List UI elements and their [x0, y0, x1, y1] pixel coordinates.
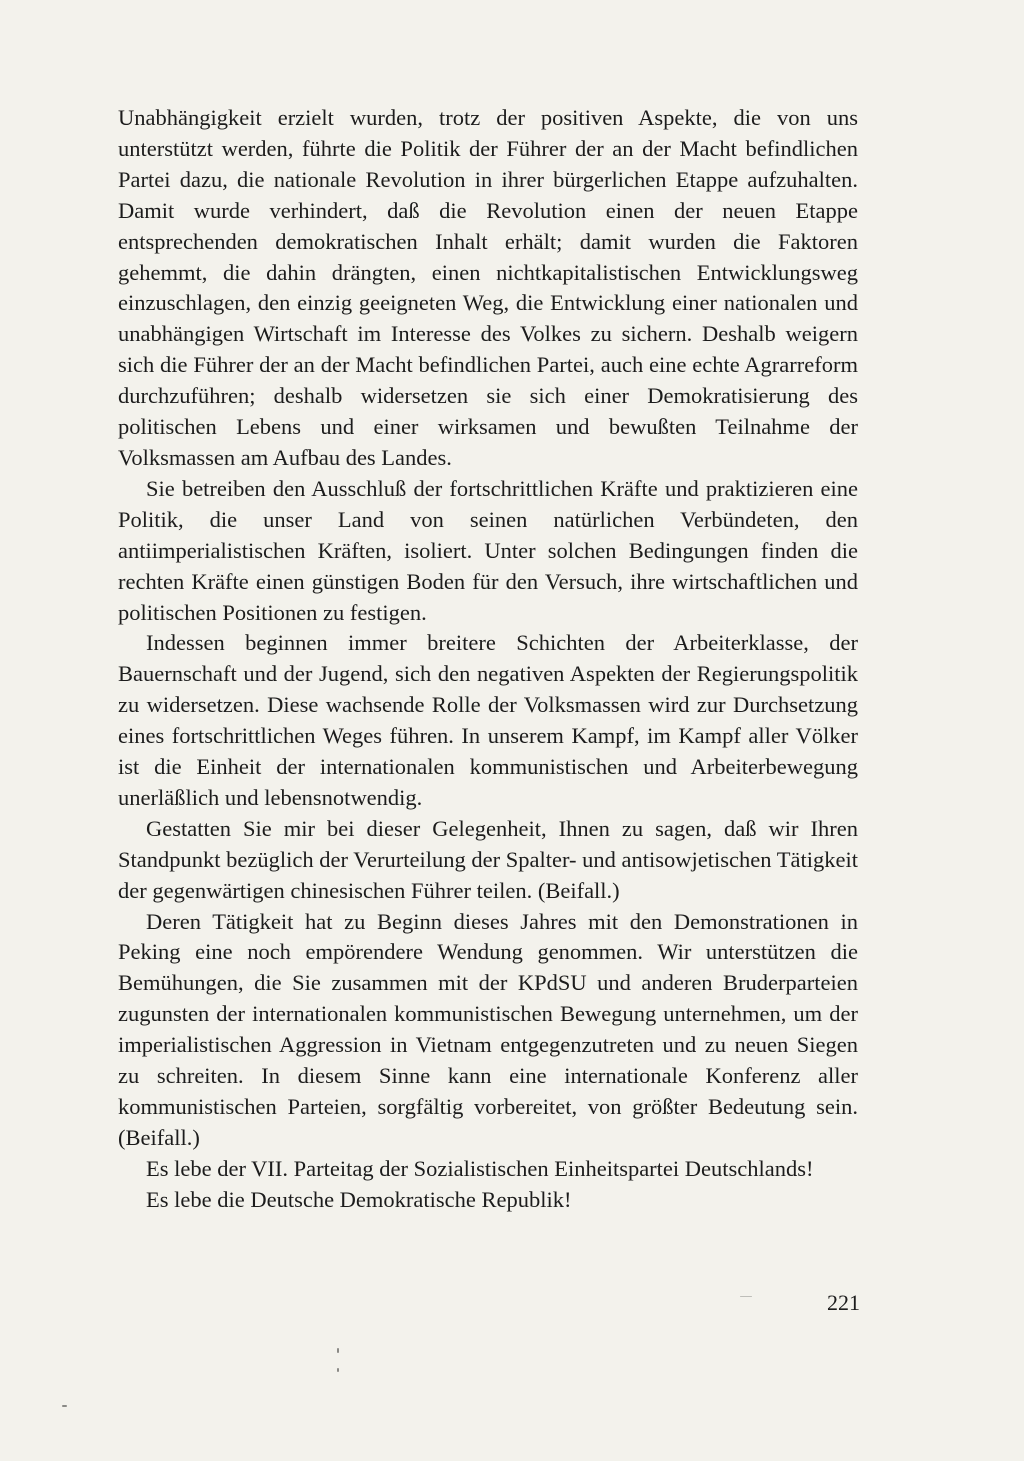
scan-speck — [337, 1348, 339, 1353]
paragraph-2: Sie betreiben den Ausschluß der fortschrittlichen Kräfte und praktizieren eine Politik, die unser Land von seinen natürlichen Verbündeten, den antiimperialistischen Kräften, isoliert. Unter solchen Bedingungen finden die rechten Kräfte einen günstigen Boden für den Versuch, ihre wirtschaftlichen und politischen Positionen zu festigen. — [118, 475, 858, 625]
paragraph-1: Unabhängigkeit erzielt wurden, trotz der positiven Aspekte, die von uns unterstützt werden, führte die Politik der Führer der an der Macht befindlichen Partei dazu, die nationale Revolution in ihrer bürgerlichen Etappe aufzuhalten. Damit wurde verhindert, daß die Revolution einen der neuen Etappe entsprechenden demokratischen Inhalt erhält; damit wurden die Faktoren gehemmt, die dahin drängten, einen nichtkapitalistischen Entwicklungsweg einzuschlagen, den einzig geeigneten Weg, die Entwicklung einer nationalen und unabhängigen Wirtschaft im Interesse des Volkes zu sichern. Deshalb weigern sich die Führer der an der Macht befindlichen Partei, auch eine echte Agrarreform durchzuführen; deshalb widersetzen sie sich einer Demokratisierung des politischen Lebens und einer wirksamen und bewußten Teilnahme der Volksmassen am Aufbau des Landes. — [118, 105, 858, 470]
paragraph-7: Es lebe die Deutsche Demokratische Republik! — [146, 1186, 572, 1212]
scan-speck — [337, 1368, 339, 1372]
body-text — [118, 103, 858, 1216]
paragraph-3: Indessen beginnen immer breitere Schichten der Arbeiterklasse, der Bauernschaft und der Jugend, sich den negativen Aspekten der Regierungspolitik zu widersetzen. Diese wachsende Rolle der Volksmassen wird zur Durchsetzung eines fortschrittlichen Weges führen. In unserem Kampf, im Kampf aller Völker ist die Einheit der internationalen kommunistischen und Arbeiterbewegung unerläßlich und lebensnotwendig. — [118, 630, 858, 810]
paragraph-4: Gestatten Sie mir bei dieser Gelegenheit, Ihnen zu sagen, daß wir Ihren Standpunkt bezüglich der Verurteilung der Spalter- und antisowjetischen Tätigkeit der gegenwärtigen chinesischen Führer teilen. (Beifall.) — [118, 815, 858, 903]
paragraph-5: Deren Tätigkeit hat zu Beginn dieses Jahres mit den Demonstrationen in Peking eine noch empörendere Wendung genommen. Wir unterstützen die Bemühungen, die Sie zusammen mit der KPdSU und anderen Bruderparteien zugunsten der internationalen kommunistischen Bewegung unternehmen, um der imperialistischen Aggression in Vietnam entgegenzutreten und zu neuen Siegen zu schreiten. In diesem Sinne kann eine internationale Konferenz aller kommunistischen Parteien, sorgfältig vorbereitet, von größter Bedeutung sein. (Beifall.) — [118, 908, 858, 1150]
scan-speck — [740, 1296, 752, 1297]
scan-speck — [62, 1405, 67, 1407]
paragraph-6: Es lebe der VII. Parteitag der Sozialistischen Einheitspartei Deutschlands! — [146, 1155, 814, 1181]
page-number: 221 — [827, 1290, 860, 1315]
